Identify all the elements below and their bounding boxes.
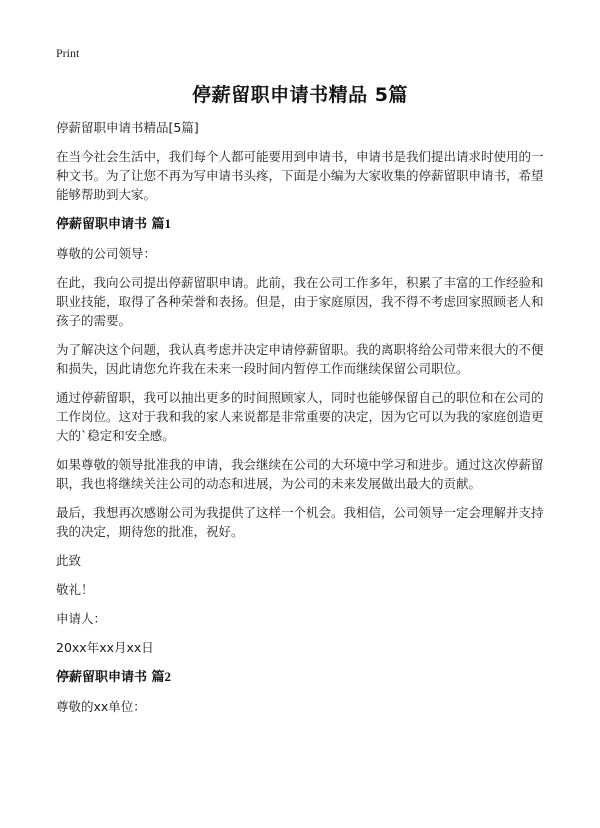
document-subtitle: 停薪留职申请书精品[5篇] [56,120,199,135]
section-2-heading [56,667,550,687]
closing-regards: 敬礼！ [56,582,94,597]
section-1-paragraph: 如果尊敬的领导批准我的申请，我会继续在公司的大环境中学习和进步。通过这次停薪留职，我也将继续关注公司的动态和进展，为公司的未来发展做出最大的贡献。 [56,457,544,491]
print-label: Print [56,46,80,60]
section-1-paragraph: 最后，我想再次感谢公司为我提供了这样一个机会。我相信，公司领导一定会理解并支持我的决定，期待您的批准，祝好。 [56,505,544,539]
section-1-paragraph: 通过停薪留职，我可以抽出更多的时间照顾家人，同时也能够保留自己的职位和在公司的工作岗位。这对于我和我的家人来说都是非常重要的决定，因为它可以为我的家庭创造更大的`稳定和安全感。 [56,390,544,443]
section-1-heading [56,214,550,234]
section-1-paragraph: 为了解决这个问题，我认真考虑并决定申请停薪留职。我的离职将给公司带来很大的不便和损失，因此请您允许我在未来一段时间内暂停工作而继续保留公司职位。 [56,342,544,376]
section-1-heading-number: 1 [164,216,172,231]
document-body [56,118,550,726]
intro-paragraph: 在当今社会生活中，我们每个人都可能要用到申请书，申请书是我们提出请求时使用的一种文书。为了让您不再为写申请书头疼，下面是小编为大家收集的停薪留职申请书，希望能够帮助到大家。 [56,149,544,202]
section-1-greeting: 尊敬的公司领导： [56,246,157,261]
section-2-heading-text: 停薪留职申请书 篇 [56,670,165,685]
section-1-heading-text: 停薪留职申请书 篇 [56,217,165,232]
section-1-paragraph: 在此，我向公司提出停薪留职申请。此前，我在公司工作多年，积累了丰富的工作经验和职业技能，取得了各种荣誉和表扬。但是，由于家庭原因，我不得不考虑回家照顾老人和孩子的需要。 [56,275,544,328]
section-2-greeting: 尊敬的xx单位： [56,699,146,714]
section-2-heading-number: 2 [164,669,172,684]
document-title: 停薪留职申请书精品 5篇 [192,84,408,106]
closing-salutation: 此致 [56,553,82,568]
date-line: 20xx年xx月xx日 [56,640,154,655]
applicant-line: 申请人： [56,611,107,626]
